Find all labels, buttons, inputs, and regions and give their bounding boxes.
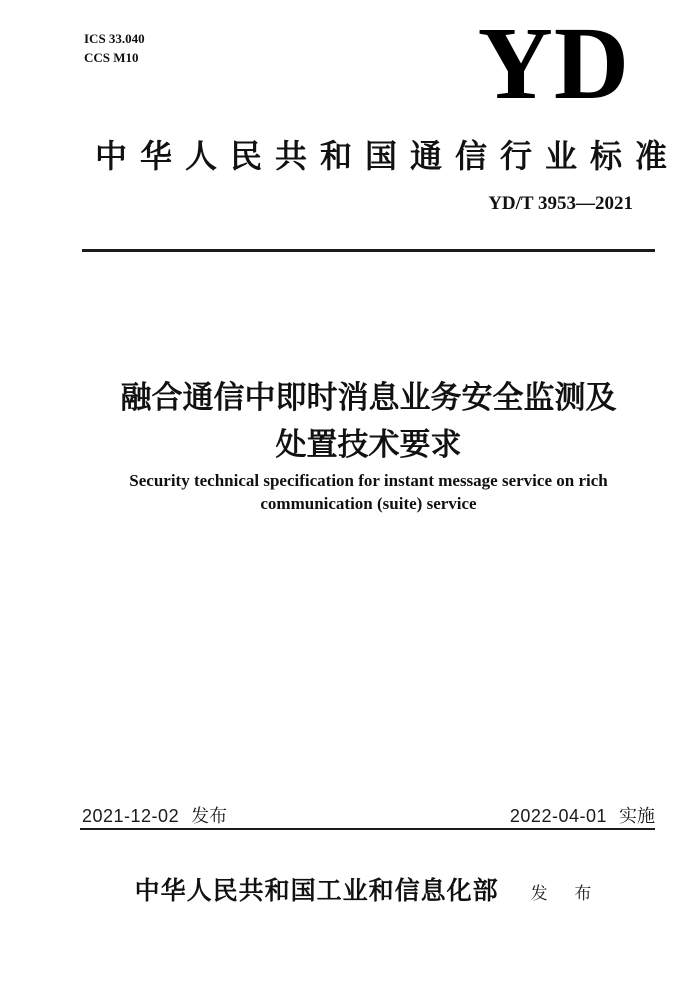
issue-label: 发布 <box>191 806 228 826</box>
title-english <box>62 469 675 515</box>
ccs-code: CCS M10 <box>84 50 139 65</box>
implement-date: 2022-04-01 <box>509 806 607 826</box>
title-chinese-line1: 融合通信中即时消息业务安全监测及 <box>120 380 617 415</box>
issue-date-item <box>82 802 227 828</box>
ics-code: ICS 33.040 <box>84 31 145 46</box>
implement-label: 实施 <box>619 806 655 826</box>
publish-label: 发 布 <box>530 884 603 903</box>
title-english-line1: Security technical specification for instant message service on rich <box>129 471 608 490</box>
publisher-name: 中华人民共和国工业和信息化部 <box>134 878 499 905</box>
yd-logo: YD <box>477 6 630 121</box>
issue-date: 2021-12-02 <box>82 806 180 826</box>
footer-divider <box>80 828 655 830</box>
title-english-line2: communication (suite) service <box>260 494 477 513</box>
standard-name: 中华人民共和国通信行业标准 <box>95 138 681 174</box>
title-chinese <box>82 374 655 468</box>
publisher-row <box>82 871 655 907</box>
title-chinese-line2: 处置技术要求 <box>275 427 462 462</box>
classification-codes <box>84 29 145 67</box>
implement-date-item <box>510 802 655 828</box>
standard-number: YD/T 3953—2021 <box>488 193 633 214</box>
dates-row <box>82 802 655 828</box>
header-divider <box>82 249 655 252</box>
